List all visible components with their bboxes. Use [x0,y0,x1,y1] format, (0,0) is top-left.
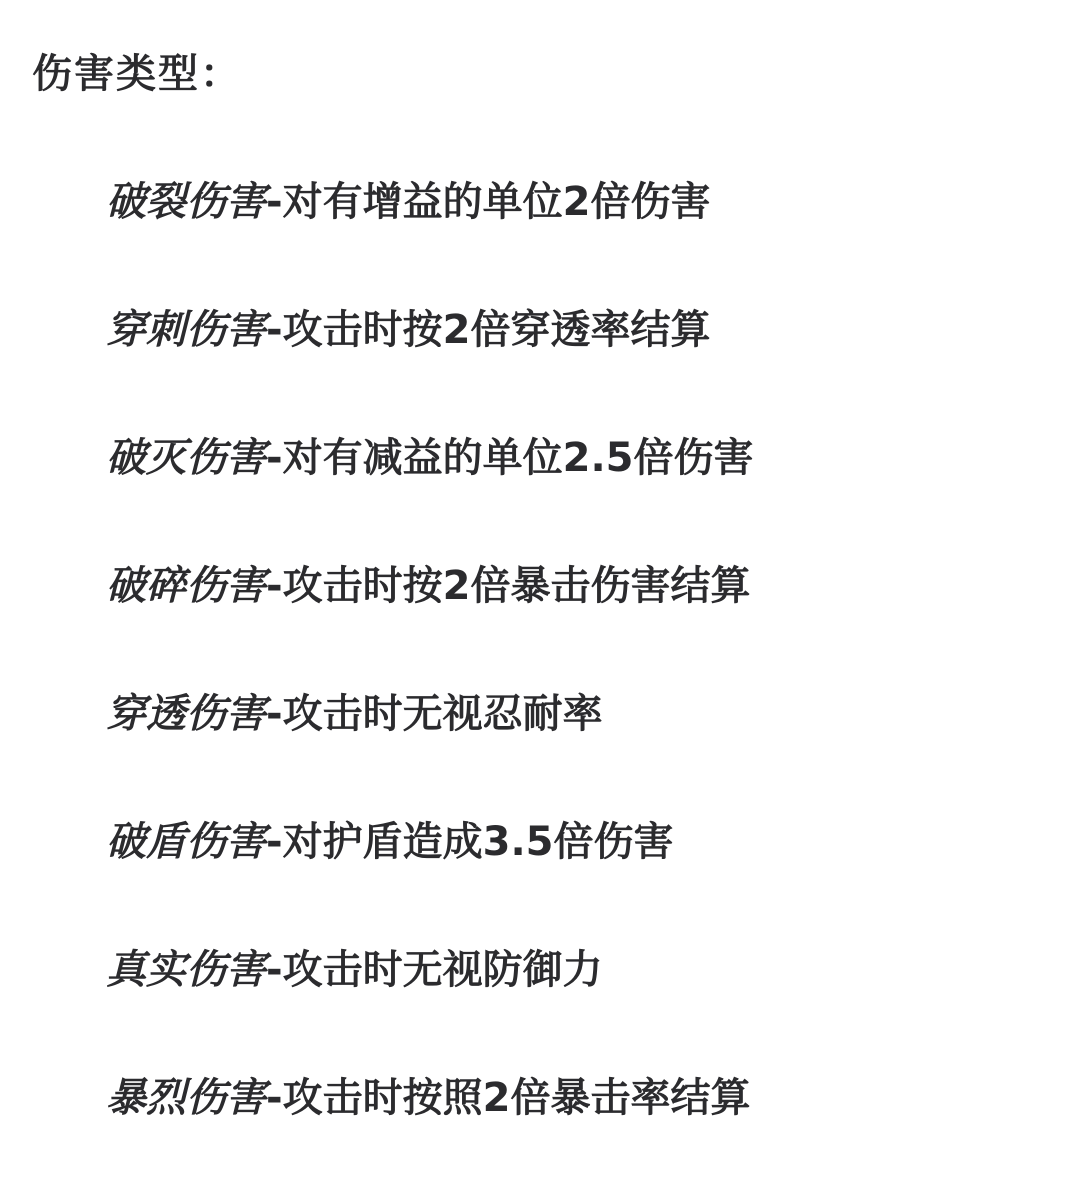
damage-type-term: 破裂伤害 [106,179,266,225]
list-item [106,554,753,682]
damage-type-list [106,170,753,1194]
list-item [106,938,753,1066]
separator: - [266,563,283,609]
damage-type-description: 攻击时无视忍耐率 [282,691,603,737]
damage-type-term: 真实伤害 [106,947,266,993]
separator: - [266,307,283,353]
separator: - [266,819,283,865]
damage-type-description: 对有减益的单位2.5倍伤害 [282,435,754,481]
damage-type-term: 破盾伤害 [106,819,266,865]
damage-type-description: 攻击时按2倍暴击伤害结算 [282,563,751,609]
damage-type-term: 穿刺伤害 [106,307,266,353]
list-item [106,298,753,426]
damage-type-description: 攻击时按2倍穿透率结算 [282,307,711,353]
damage-type-description: 攻击时按照2倍暴击率结算 [282,1075,751,1121]
list-item [106,170,753,298]
list-item [106,426,753,554]
damage-type-term: 穿透伤害 [106,691,266,737]
separator: - [266,947,283,993]
damage-type-description: 对护盾造成3.5倍伤害 [282,819,674,865]
separator: - [266,435,283,481]
list-item [106,1066,753,1194]
damage-type-description: 攻击时无视防御力 [282,947,603,993]
damage-type-description: 对有增益的单位2倍伤害 [282,179,711,225]
separator: - [266,1075,283,1121]
damage-type-term: 暴烈伤害 [106,1075,266,1121]
damage-type-term: 破灭伤害 [106,435,266,481]
list-item [106,810,753,938]
separator: - [266,691,283,737]
list-item [106,682,753,810]
page-heading: 伤害类型： [32,51,242,97]
damage-type-term: 破碎伤害 [106,563,266,609]
separator: - [266,179,283,225]
